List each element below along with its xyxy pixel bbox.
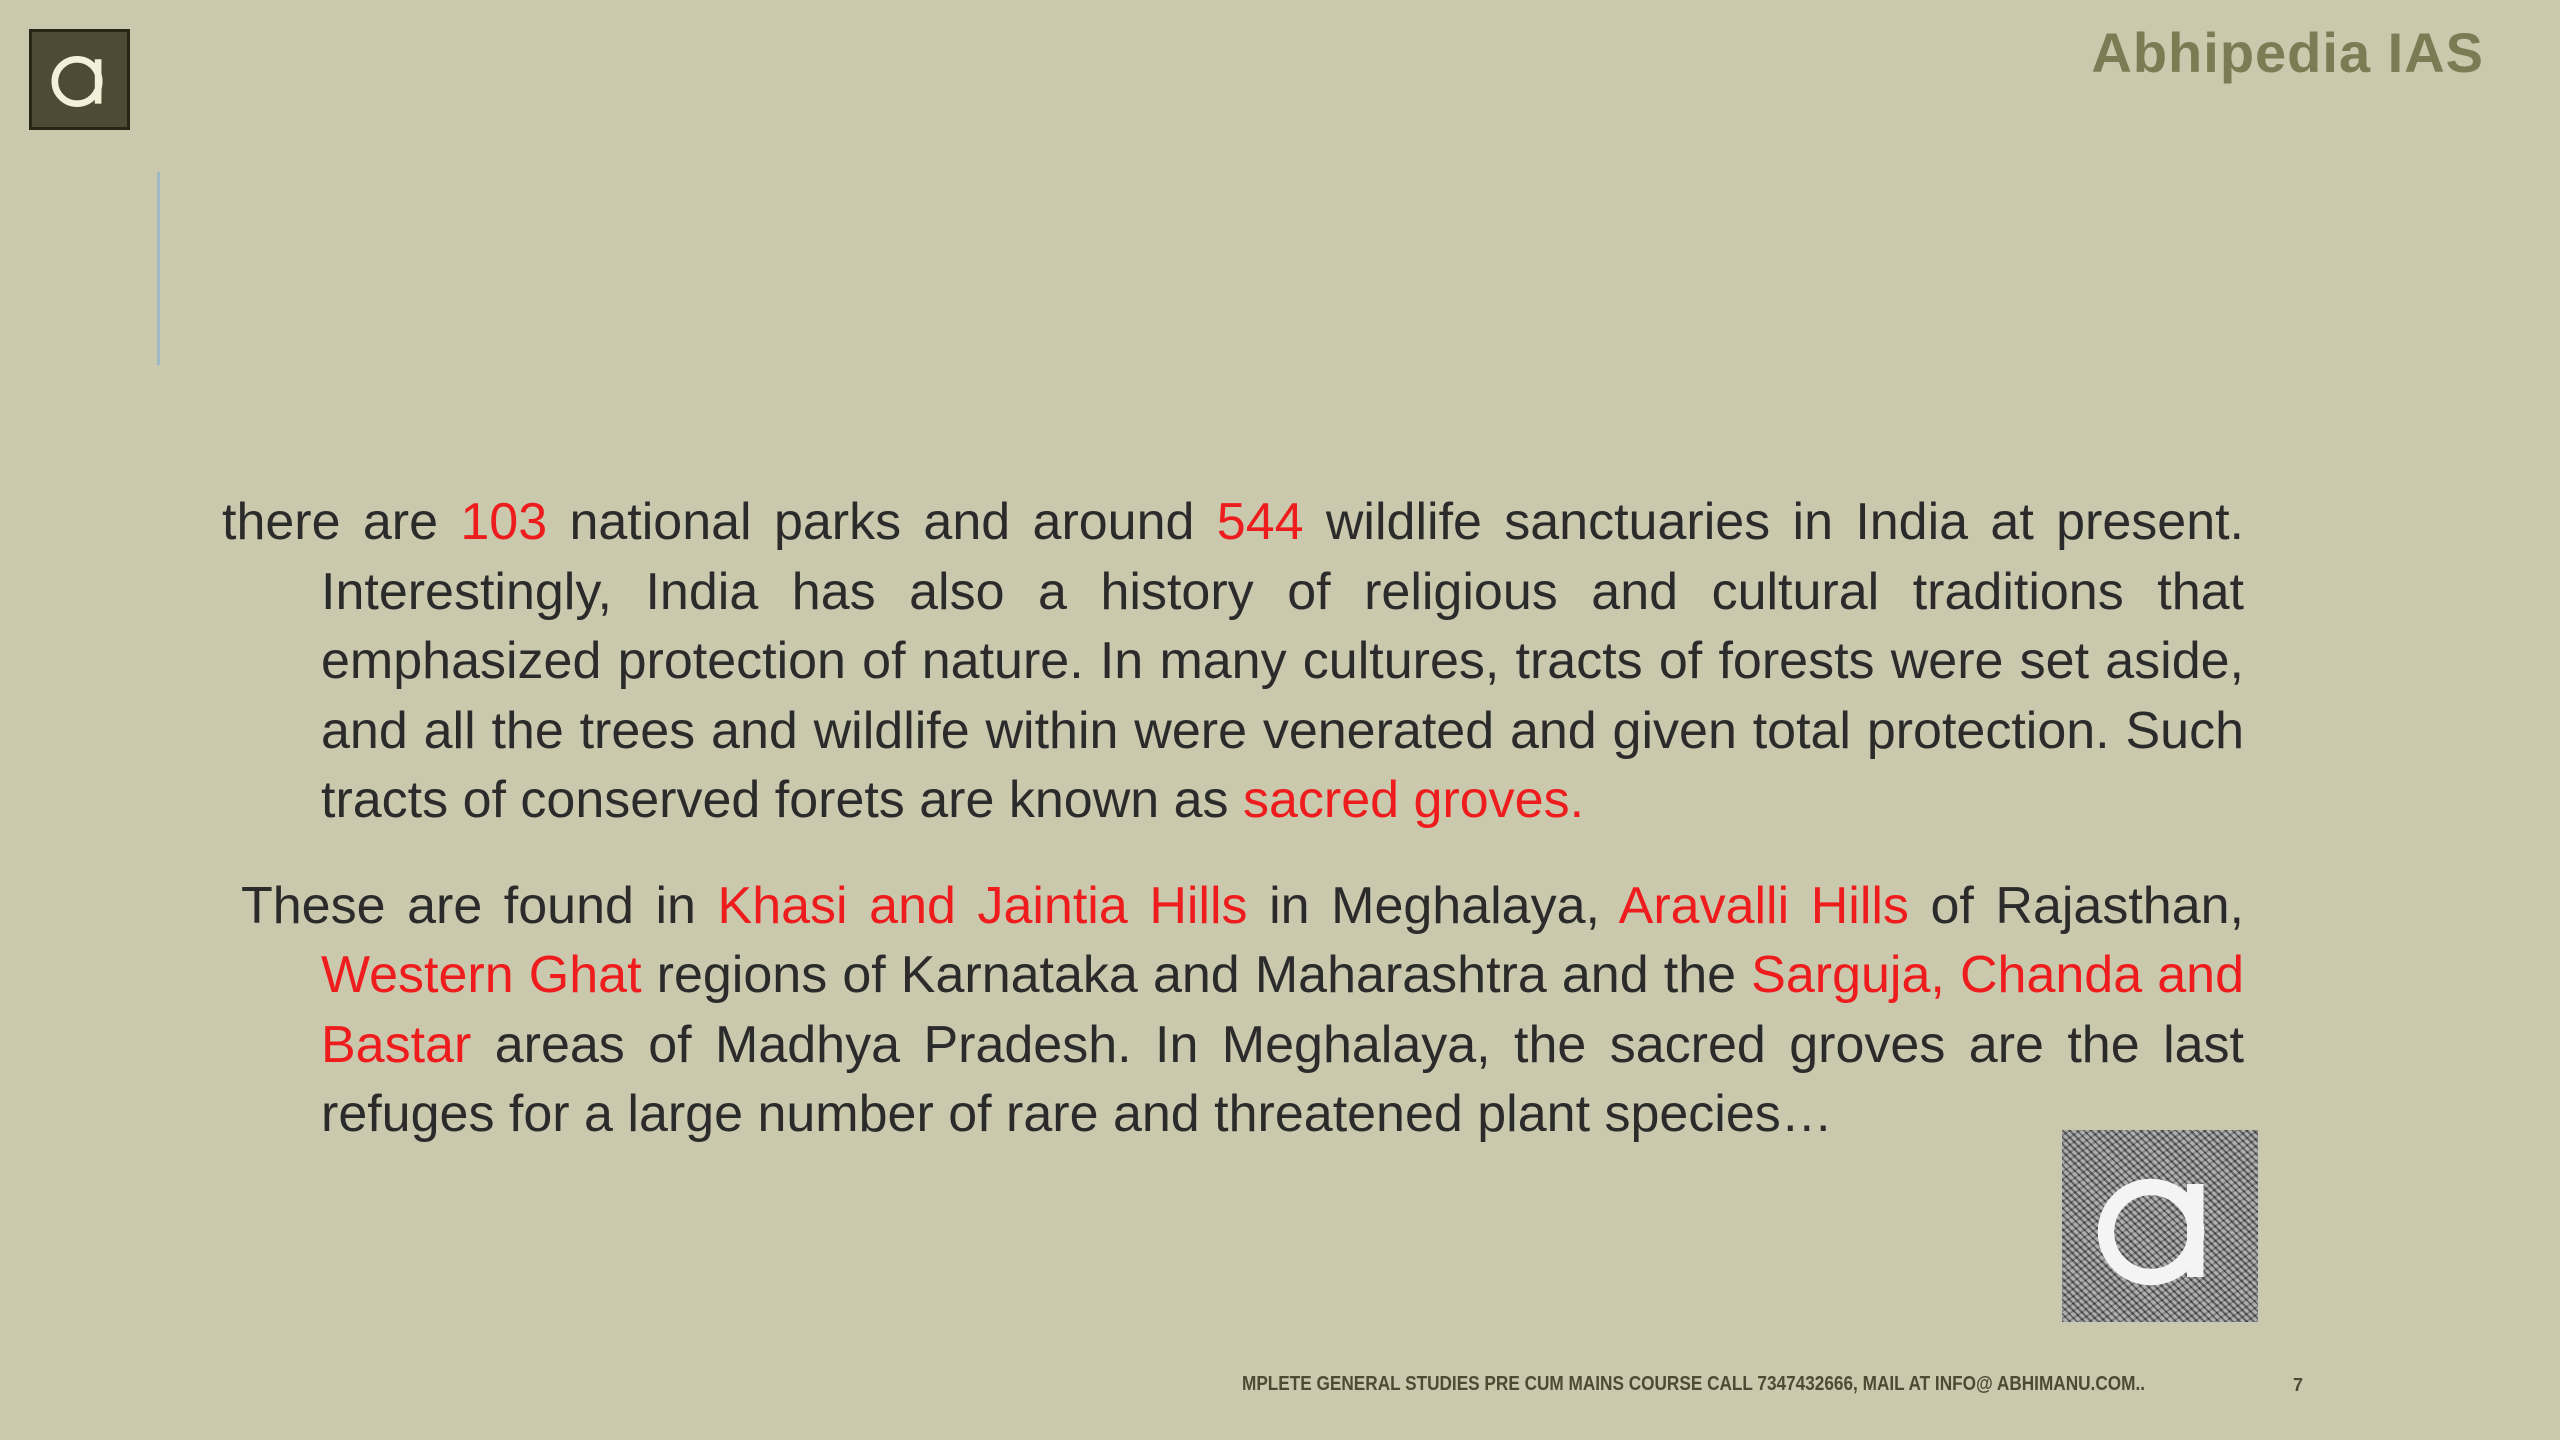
abhipedia-logo-icon [29, 29, 130, 130]
highlight-national-parks-count: 103 [460, 493, 548, 551]
highlight-khasi-jaintia: Khasi and Jaintia Hills [717, 876, 1248, 935]
footer-course-info: MPLETE GENERAL STUDIES PRE CUM MAINS COURSE CALL 7347432666, MAIL AT INFO@ ABHIMANU.COM.. [1242, 1373, 2146, 1395]
paragraph-sacred-groves-locations: These are found in Khasi and Jaintia Hills in Meghalaya, Aravalli Hills of Rajasthan, Western Ghat regions of Karnataka and Maharashtra and the Sarguja, Chanda and Bastar areas of Madhya Pradesh. In Meghalaya, the sacred groves are the last refuges for a large number of rare and threatened plant species… [241, 876, 2244, 1143]
watermark-letter-a-icon [2085, 1151, 2235, 1301]
watermark-logo-icon [2062, 1130, 2258, 1322]
slide-body [222, 488, 2244, 1186]
page-number: 7 [2293, 1375, 2304, 1395]
logo-letter-a-icon [43, 43, 117, 117]
highlight-western-ghat: Western Ghat [321, 946, 642, 1004]
highlight-sarguja-chanda-bastar: Sarguja, Chanda and Bastar [321, 946, 2244, 1074]
highlight-sacred-groves: sacred groves. [1242, 771, 1585, 829]
title-divider [157, 172, 160, 365]
brand-title: Abhipedia IAS [2091, 21, 2484, 84]
paragraph-national-parks: there are 103 national parks and around 544 wildlife sanctuaries in India at present. Interestingly, India has also a history of religious and cultural traditions that emphasized protection of nature. In many cultures, tracts of forests were set aside, and all the trees and wildlife within were venerated and given total protection. Such tracts of conserved forets are known as sacred groves. [222, 493, 2245, 829]
highlight-sanctuaries-count: 544 [1216, 493, 1304, 551]
highlight-aravalli: Aravalli Hills [1618, 876, 1909, 935]
